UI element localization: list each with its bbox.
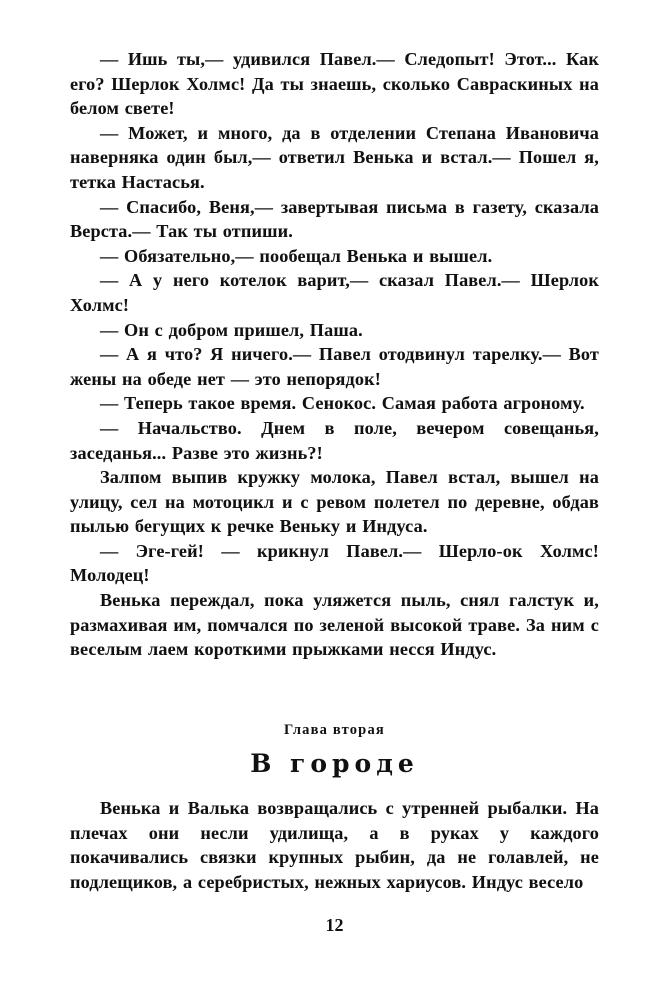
- chapter-label: Глава вторая: [284, 722, 385, 738]
- paragraph: Венька и Валька возвращались с утренней рыбалки. На плечах они несли удилища, а в руках у каждого покачивались связки крупных рыбин, да не голавлей, не подлещиков, а серебристых, нежных хариусов. Индус весело: [70, 798, 599, 892]
- paragraph: Залпом выпив кружку молока, Павел встал, вышел на улицу, сел на мотоцикл и с ревом полетел по деревне, обдав пылью бегущих к речке Веньку и Индуса.: [70, 467, 599, 537]
- paragraph: — Ишь ты,— удивился Павел.— Следопыт! Этот... Как его? Шерлок Холмс! Да ты знаешь, сколько Савраскиных на белом свете!: [70, 49, 599, 119]
- chapter-title: В городе: [250, 749, 419, 778]
- paragraph: — Начальство. Днем в поле, вечером совещанья, заседанья... Разве это жизнь?!: [70, 417, 599, 463]
- page-number: 12: [325, 915, 344, 935]
- paragraph: — Эге-гей! — крикнул Павел.— Шерло-ок Холмс! Молодец!: [70, 540, 599, 586]
- paragraph: Венька переждал, пока уляжется пыль, снял галстук и, размахивая им, помчался по зеленой высокой траве. За ним с веселым лаем короткими прыжками несся Индус.: [70, 590, 599, 660]
- paragraph: — А я что? Я ничего.— Павел отодвинул тарелку.— Вот жены на обеде нет — это непорядок!: [70, 344, 599, 389]
- page-body-top: [70, 47, 599, 662]
- page-body-bottom: [70, 796, 599, 894]
- paragraph: — Обязательно,— пообещал Венька и вышел.: [100, 245, 493, 266]
- paragraph: — А у него котелок варит,— сказал Павел.— Шерлок Холмс!: [70, 270, 599, 315]
- paragraph: — Он с добром пришел, Паша.: [100, 319, 363, 340]
- paragraph: — Теперь такое время. Сенокос. Самая работа агроному.: [100, 393, 585, 414]
- paragraph: — Спасибо, Веня,— завертывая письма в газету, сказала Верста.— Так ты отпиши.: [70, 196, 599, 242]
- paragraph: — Может, и много, да в отделении Степана Ивановича наверняка один был,— ответил Венька и встал.— Пошел я, тетка Настасья.: [70, 122, 599, 192]
